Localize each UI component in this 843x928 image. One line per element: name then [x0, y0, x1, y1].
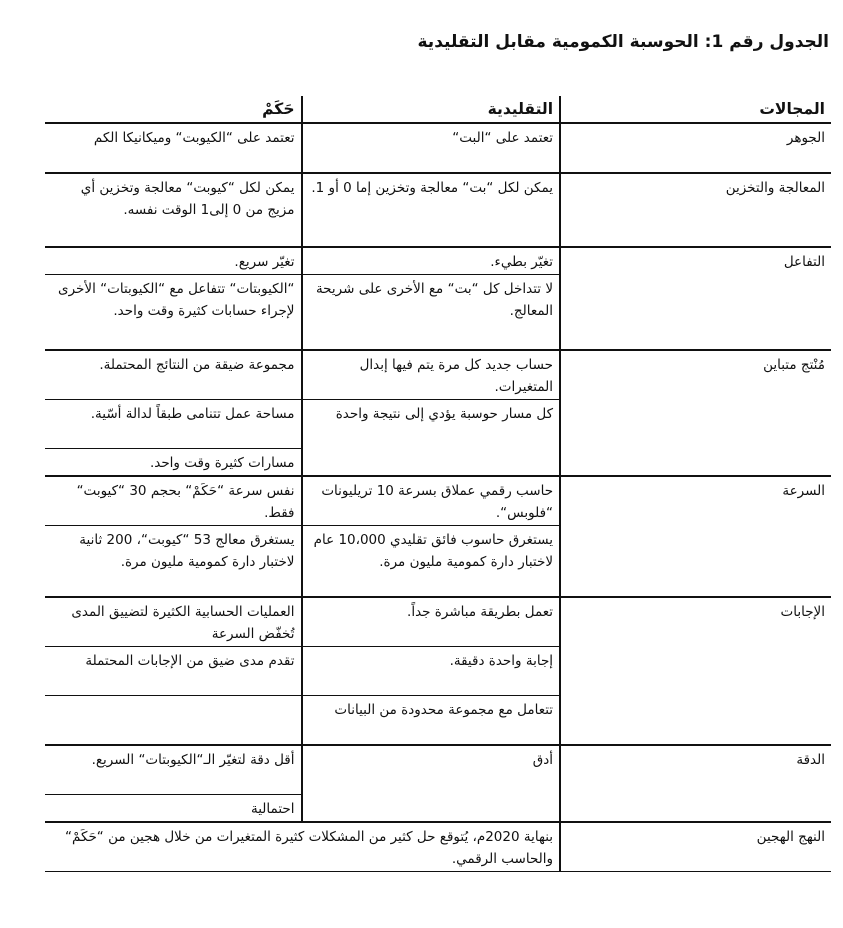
cell-hakam: العمليات الحسابية الكثيرة لتضييق المدى تُخفّض السرعة: [45, 597, 302, 647]
cell-traditional: يمكن لكل “بت“ معالجة وتخزين إما 0 أو 1.: [302, 173, 561, 247]
cell-hakam: نفس سرعة “حَكَمْ“ بحجم 30 “كيوبت“ فقط.: [45, 476, 302, 526]
table-row: [45, 173, 831, 247]
cell-hakam: تقدم مدى ضيق من الإجابات المحتملة: [45, 647, 302, 696]
row-label-essence: الجوهر: [560, 123, 831, 173]
cell-traditional: تعتمد على “البت“: [302, 123, 561, 173]
cell-hakam: تعتمد على “الكيوبت“ وميكانيكا الكم: [45, 123, 302, 173]
row-label-interaction: التفاعل: [560, 247, 831, 350]
cell-traditional: حاسب رقمي عملاق بسرعة 10 تريليونات “فلوبس“.: [302, 476, 561, 526]
cell-hakam: مسارات كثيرة وقت واحد.: [45, 449, 302, 477]
row-label-speed: السرعة: [560, 476, 831, 597]
cell-hakam: أقل دقة لتغيّر الـ“الكيوبتات“ السريع.: [45, 745, 302, 795]
header-hakam: حَكَمْ: [45, 96, 302, 123]
row-label-processing: المعالجة والتخزين: [560, 173, 831, 247]
header-row: [45, 96, 831, 123]
table-row: [45, 247, 831, 275]
table-row: [45, 597, 831, 647]
cell-traditional: أدق: [302, 745, 561, 822]
cell-hakam: “الكيوبتات“ تتفاعل مع “الكيوبتات“ الأخرى لإجراء حسابات كثيرة وقت واحد.: [45, 275, 302, 351]
row-label-output: مُنْتج متباين: [560, 350, 831, 476]
table-row: [45, 476, 831, 526]
row-label-answers: الإجابات: [560, 597, 831, 745]
cell-hybrid: بنهاية 2020م، يُتوقع حل كثير من المشكلات كثيرة المتغيرات من خلال هجين من “حَكَمْ“ والحاسب الرقمي.: [45, 822, 560, 872]
table-row: [45, 350, 831, 400]
row-label-accuracy: الدقة: [560, 745, 831, 822]
cell-traditional: حساب جديد كل مرة يتم فيها إبدال المتغيرات.: [302, 350, 561, 400]
table-row: [45, 123, 831, 173]
comparison-table: [45, 96, 831, 872]
cell-hakam: تغيّر سريع.: [45, 247, 302, 275]
cell-traditional: لا تتداخل كل “بت“ مع الأخرى على شريحة المعالج.: [302, 275, 561, 351]
cell-traditional: إجابة واحدة دقيقة.: [302, 647, 561, 696]
header-traditional: التقليدية: [302, 96, 561, 123]
cell-hakam: مجموعة ضيقة من النتائج المحتملة.: [45, 350, 302, 400]
cell-traditional: تغيّر بطيء.: [302, 247, 561, 275]
cell-hakam: احتمالية: [45, 795, 302, 823]
cell-hakam: يمكن لكل “كيوبت“ معالجة وتخزين أي مزيج من 0 إلى1 الوقت نفسه.: [45, 173, 302, 247]
header-domain: المجالات: [560, 96, 831, 123]
table-row: [45, 745, 831, 795]
cell-traditional: تعمل بطريقة مباشرة جداً.: [302, 597, 561, 647]
cell-hakam-empty: [45, 696, 302, 746]
table-row: [45, 822, 831, 872]
row-label-hybrid: النهج الهجين: [560, 822, 831, 872]
cell-traditional: كل مسار حوسبة يؤدي إلى نتيجة واحدة: [302, 400, 561, 477]
cell-hakam: يستغرق معالج 53 “كيوبت“، 200 ثانية لاختبار دارة كمومية مليون مرة.: [45, 526, 302, 598]
cell-traditional: تتعامل مع مجموعة محدودة من البيانات: [302, 696, 561, 746]
table-title: الجدول رقم 1: الحوسبة الكمومية مقابل التقليدية: [417, 32, 829, 52]
cell-traditional: يستغرق حاسوب فائق تقليدي 10،000 عام لاختبار دارة كمومية مليون مرة.: [302, 526, 561, 598]
cell-hakam: مساحة عمل تتنامى طبقاً لدالة أسّية.: [45, 400, 302, 449]
